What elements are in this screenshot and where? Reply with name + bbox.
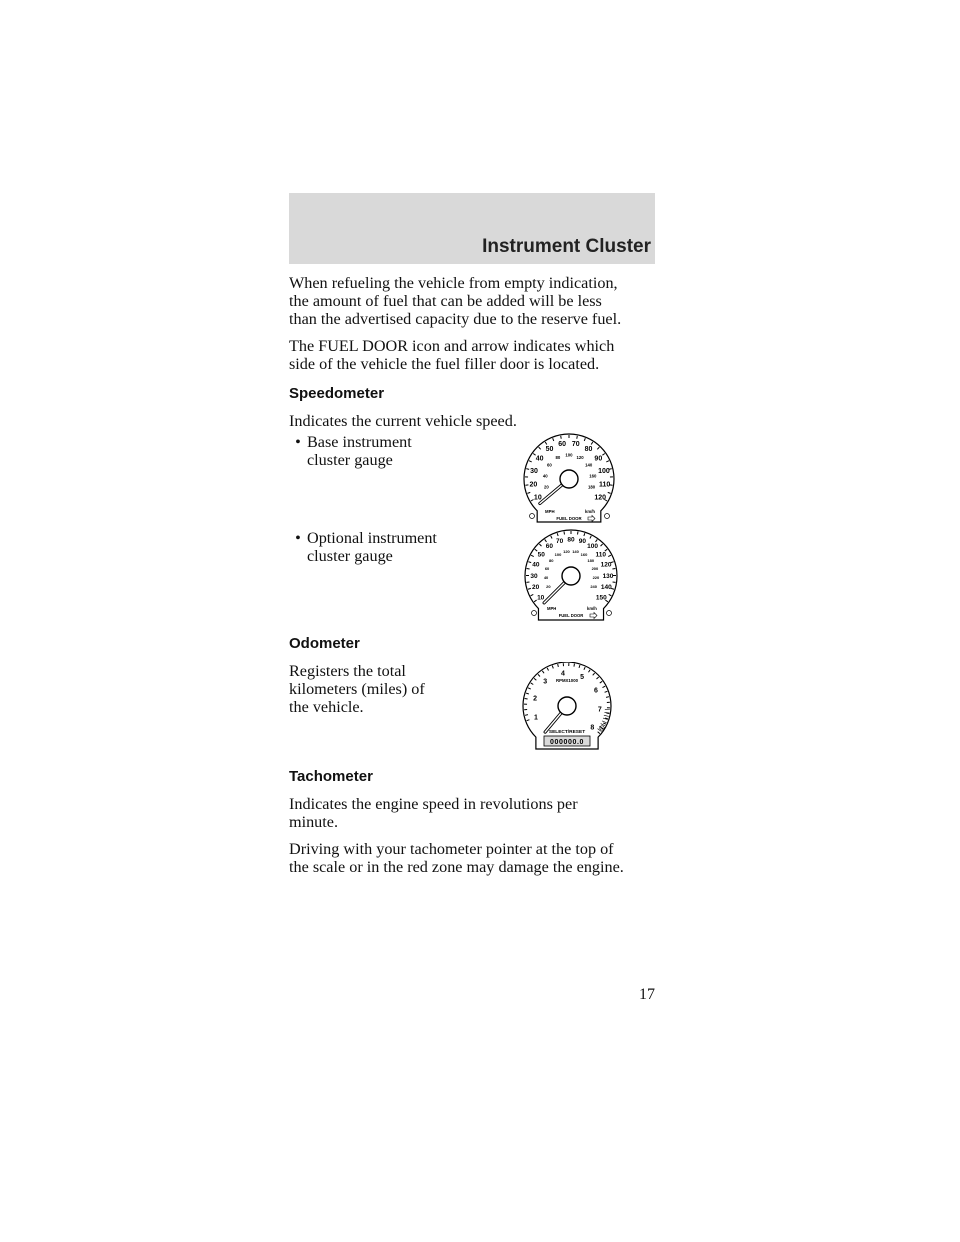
odometer-reading: 000000.0 xyxy=(550,738,584,746)
reset-knob-icon xyxy=(530,514,535,519)
tachometer-odometer-gauge xyxy=(515,662,619,750)
indicator-lamp-icon xyxy=(607,611,612,616)
odometer-description: Registers the total kilometers (miles) of the vehicle. xyxy=(289,662,425,716)
kmh-label: 60 xyxy=(544,566,550,572)
mph-label: 140 xyxy=(600,584,612,592)
kmh-label: 180 xyxy=(587,484,596,490)
mph-label: 120 xyxy=(594,494,607,502)
kmh-label: 200 xyxy=(591,566,599,572)
tachometer-heading: Tachometer xyxy=(289,768,373,785)
odometer-heading: Odometer xyxy=(289,635,360,652)
kmh-label: 160 xyxy=(589,473,597,479)
speedometer-heading: Speedometer xyxy=(289,385,385,402)
tachometer-warning: Driving with your tachometer pointer at the top of the scale or in the red zone may damage the engine. xyxy=(289,840,624,876)
kmh-label: 80 xyxy=(555,455,561,461)
base-speedometer-dial xyxy=(515,433,623,523)
rpm-tick xyxy=(606,697,609,698)
base-gauge-label: Base instrument cluster gauge xyxy=(307,433,412,469)
page-content xyxy=(289,274,655,885)
rpm-label: 6 xyxy=(594,687,598,695)
mph-label: 40 xyxy=(535,455,544,463)
rpm-label: 4 xyxy=(560,670,565,678)
kmh-label: 140 xyxy=(572,548,579,554)
mph-label: 60 xyxy=(558,441,567,449)
mph-label: 30 xyxy=(530,572,538,580)
optional-speedometer-dial xyxy=(517,529,625,621)
mph-tick xyxy=(526,469,529,470)
base-gauge-item xyxy=(289,433,412,469)
kmh-label: 40 xyxy=(543,575,549,581)
fuel-door-label: FUEL DOOR xyxy=(556,516,582,521)
mph-label: 130 xyxy=(602,572,614,580)
kmh-label: 20 xyxy=(546,583,551,589)
mph-label: 20 xyxy=(532,584,540,592)
kmh-unit-label: km/h xyxy=(587,606,597,611)
fuel-door-label: FUEL DOOR xyxy=(558,613,584,618)
tachometer-description: Indicates the engine speed in revolutions per minute. xyxy=(289,795,578,831)
kmh-label: 220 xyxy=(592,575,600,581)
rpm-label: 2 xyxy=(533,695,537,703)
rpm-tick xyxy=(574,664,575,667)
kmh-label: 240 xyxy=(590,583,598,589)
odometer-row xyxy=(289,662,655,750)
mph-unit-label: MPH xyxy=(547,606,557,611)
rpm-tick xyxy=(558,664,559,667)
kmh-label: 120 xyxy=(576,455,584,461)
bullet-mark: • xyxy=(295,529,301,547)
rpm-label: 5 xyxy=(580,674,585,682)
mph-label: 50 xyxy=(537,551,545,559)
mph-label: 70 xyxy=(571,441,580,449)
mph-label: 70 xyxy=(556,538,564,546)
gauge-hub xyxy=(562,567,580,585)
tachometer-dial xyxy=(515,662,619,750)
kmh-label: 140 xyxy=(585,462,593,468)
kmh-label: 20 xyxy=(544,484,549,490)
mph-label: 110 xyxy=(595,551,607,559)
mph-tick xyxy=(577,436,578,439)
mph-label: 100 xyxy=(598,467,610,475)
mph-label: 90 xyxy=(578,538,586,546)
mph-label: 40 xyxy=(532,561,540,569)
mph-label: 20 xyxy=(529,481,538,489)
optional-gauge-row xyxy=(289,529,655,621)
refuel-paragraph: When refueling the vehicle from empty indication, the amount of fuel that can be added will be less than the advertised capacity due to the reserve fuel. xyxy=(289,274,622,328)
mph-label: 100 xyxy=(587,543,599,551)
rpm-tick xyxy=(525,715,528,716)
speedometer-description: Indicates the current vehicle speed. xyxy=(289,412,517,430)
mph-unit-label: MPH xyxy=(545,509,555,514)
rpm-label: 7 xyxy=(597,706,602,714)
section-header-band xyxy=(289,193,655,264)
optional-speedometer-gauge xyxy=(517,529,625,621)
base-speedometer-gauge xyxy=(515,433,623,523)
mph-label: 30 xyxy=(530,467,538,475)
mph-label: 50 xyxy=(545,446,554,454)
mph-label: 80 xyxy=(567,536,575,544)
rpm-label: 8 xyxy=(590,724,595,732)
mph-tick xyxy=(527,568,530,569)
reset-knob-icon xyxy=(532,611,537,616)
rpm-tick xyxy=(525,699,528,700)
rpm-unit-label: RPMX1000 xyxy=(556,678,578,683)
mph-label: 80 xyxy=(584,446,593,454)
select-reset-label: SELECT/RESET xyxy=(548,730,586,735)
section-title: Instrument Cluster xyxy=(482,236,651,257)
kmh-label: 100 xyxy=(554,552,562,558)
kmh-label: 180 xyxy=(587,558,595,564)
page-number: 17 xyxy=(639,986,655,1003)
kmh-label: 60 xyxy=(546,462,552,468)
base-gauge-row xyxy=(289,433,655,523)
mph-label: 90 xyxy=(594,455,603,463)
optional-gauge-label: Optional instrument cluster gauge xyxy=(307,529,437,565)
mph-label: 120 xyxy=(600,561,612,569)
mph-label: 10 xyxy=(537,594,545,602)
mph-tick xyxy=(561,436,562,439)
kmh-label: 100 xyxy=(565,452,573,458)
rpm-label: 1 xyxy=(534,714,538,722)
kmh-label: 40 xyxy=(542,473,548,479)
kmh-label: 160 xyxy=(580,552,588,558)
kmh-label: 120 xyxy=(563,548,570,554)
mph-label: 110 xyxy=(598,481,611,489)
gauge-hub xyxy=(558,697,576,715)
kmh-label: 80 xyxy=(549,558,554,564)
fuel-door-paragraph: The FUEL DOOR icon and arrow indicates which side of the vehicle the fuel filler door is located. xyxy=(289,337,615,373)
indicator-lamp-icon xyxy=(605,514,610,519)
mph-label: 10 xyxy=(533,494,542,502)
mph-tick xyxy=(612,568,615,569)
rpm-label: 3 xyxy=(543,678,548,686)
mph-label: 150 xyxy=(595,594,607,602)
optional-gauge-item xyxy=(289,529,437,565)
gauge-hub xyxy=(560,470,578,488)
mph-label: 60 xyxy=(545,543,554,551)
bullet-mark: • xyxy=(295,433,301,451)
kmh-unit-label: km/h xyxy=(585,509,596,514)
